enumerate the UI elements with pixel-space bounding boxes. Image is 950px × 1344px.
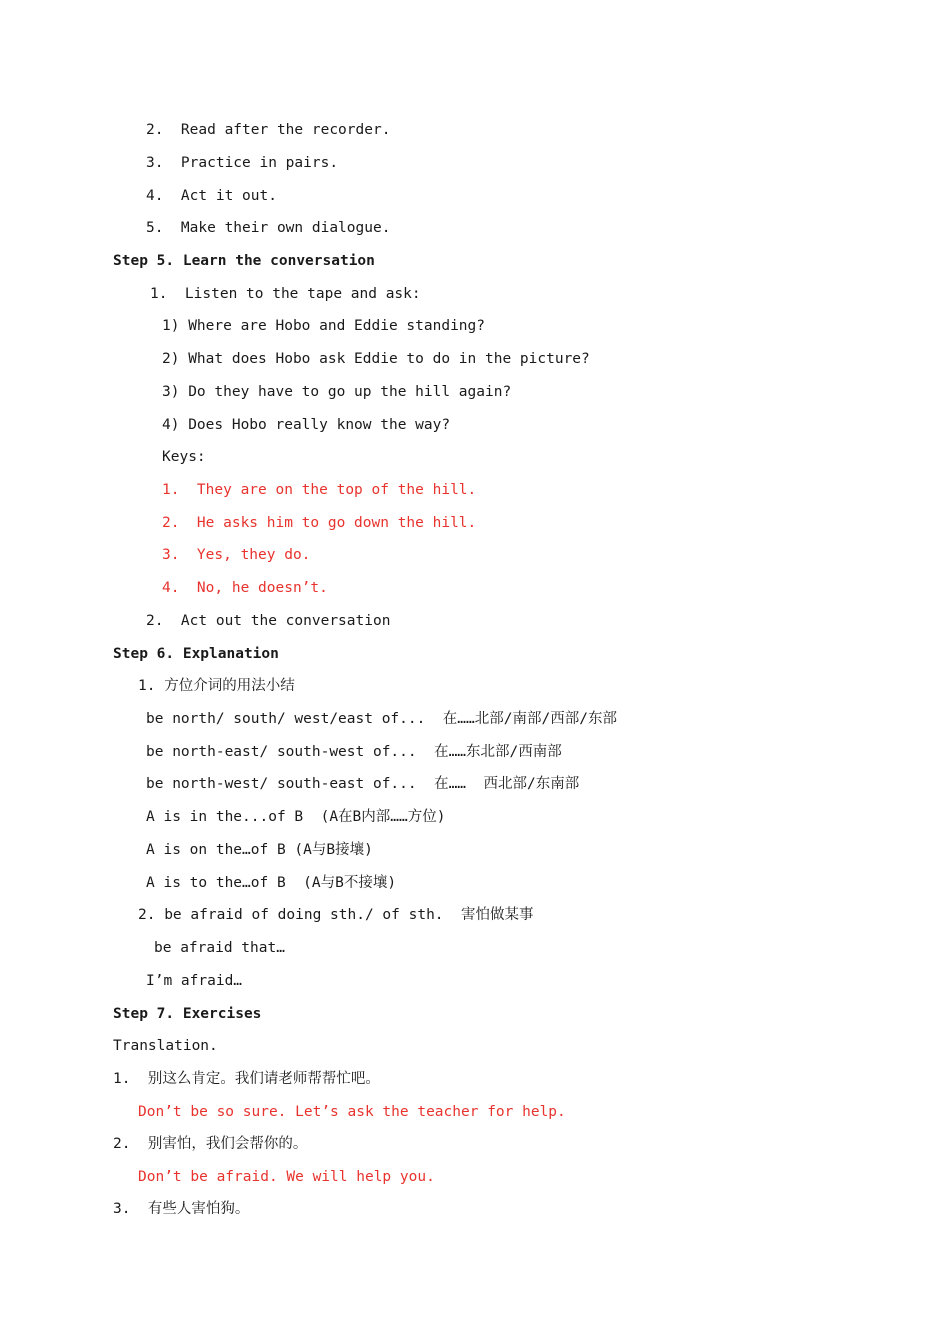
- step7-translation-label: Translation.: [113, 1038, 218, 1054]
- step5-key-1: 1. They are on the top of the hill.: [162, 482, 477, 498]
- exercise-answer-2: Don’t be afraid. We will help you.: [138, 1169, 435, 1185]
- step6-line-2: be north-east/ south-west of... 在……东北部/西南部: [146, 744, 562, 760]
- exercise-question-2: 2. 别害怕，我们会帮你的。: [113, 1136, 308, 1152]
- step5-key-2: 2. He asks him to go down the hill.: [162, 515, 477, 531]
- step6-line-4: A is in the...of B (A在B内部……方位): [146, 809, 446, 825]
- step5-question-4: 4) Does Hobo really know the way?: [162, 417, 451, 433]
- step6-item2-line-2: I’m afraid…: [146, 973, 243, 989]
- step5-sub2: 2. Act out the conversation: [146, 613, 391, 629]
- exercise-question-1: 1. 别这么肯定。我们请老师帮帮忙吧。: [113, 1071, 380, 1087]
- step5-keys-label: Keys:: [162, 449, 206, 465]
- step5-key-4: 4. No, he doesn’t.: [162, 580, 328, 596]
- step5-heading: Step 5. Learn the conversation: [113, 253, 375, 269]
- step6-item1: 1. 方位介词的用法小结: [138, 678, 295, 694]
- step6-line-6: A is to the…of B (A与B不接壤): [146, 875, 397, 891]
- exercise-answer-1: Don’t be so sure. Let’s ask the teacher for help.: [138, 1104, 566, 1120]
- intro-step-3: 3. Practice in pairs.: [146, 155, 339, 171]
- step5-question-3: 3) Do they have to go up the hill again?: [162, 384, 512, 400]
- step6-line-5: A is on the…of B (A与B接壤): [146, 842, 373, 858]
- step6-item2: 2. be afraid of doing sth./ of sth. 害怕做某事: [138, 907, 534, 923]
- step7-heading: Step 7. Exercises: [113, 1006, 262, 1022]
- step5-question-1: 1) Where are Hobo and Eddie standing?: [162, 318, 486, 334]
- exercise-question-3: 3. 有些人害怕狗。: [113, 1201, 250, 1217]
- step5-key-3: 3. Yes, they do.: [162, 547, 311, 563]
- step6-line-1: be north/ south/ west/east of... 在……北部/南部/西部/东部: [146, 711, 617, 727]
- intro-step-5: 5. Make their own dialogue.: [146, 220, 391, 236]
- step5-sub1: 1. Listen to the tape and ask:: [150, 286, 421, 302]
- intro-step-2: 2. Read after the recorder.: [146, 122, 391, 138]
- intro-step-4: 4. Act it out.: [146, 188, 277, 204]
- step6-item2-line-1: be afraid that…: [154, 940, 285, 956]
- step6-heading: Step 6. Explanation: [113, 646, 279, 662]
- step6-line-3: be north-west/ south-east of... 在…… 西北部/东南部: [146, 776, 580, 792]
- step5-question-2: 2) What does Hobo ask Eddie to do in the picture?: [162, 351, 590, 367]
